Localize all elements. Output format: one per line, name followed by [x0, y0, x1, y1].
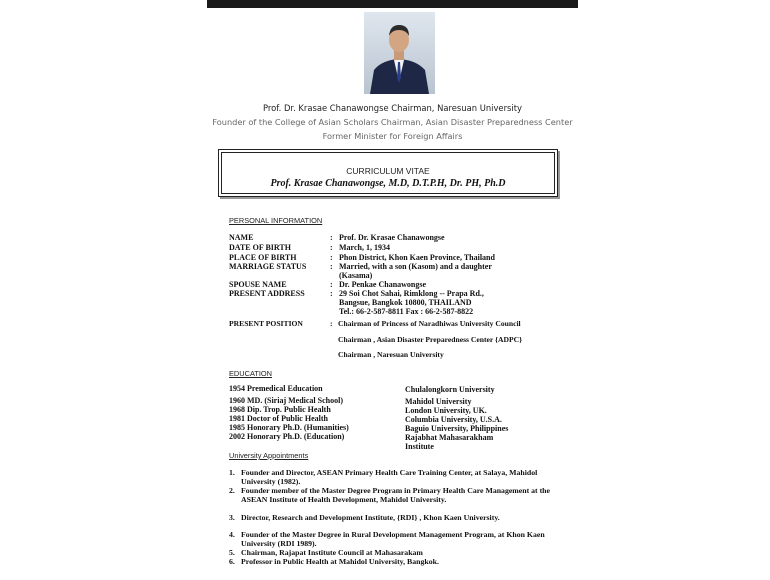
- position-label: PRESENT POSITION: [229, 319, 303, 328]
- appointment-text: Founder and Director, ASEAN Primary Health Care Training Center, at Salaya, Mahidol University (1982).: [241, 468, 538, 486]
- name-value: Prof. Dr. Krasae Chanawongse: [339, 233, 445, 242]
- appointment-item: [229, 469, 569, 486]
- education-school-cont: Institute: [405, 442, 434, 451]
- dob-label: DATE OF BIRTH: [229, 243, 291, 252]
- pob-label: PLACE OF BIRTH: [229, 253, 297, 262]
- pob-value: Phon District, Khon Kaen Province, Thailand: [339, 253, 495, 262]
- appointment-item: [229, 487, 569, 504]
- education-school: Columbia University, U.S.A.: [405, 415, 502, 424]
- position-2: Chairman , Asian Disaster Preparedness Center {ADPC}: [338, 335, 523, 344]
- cv-title-box: [218, 149, 558, 197]
- header-subtitle: Founder of the College of Asian Scholars Chairman, Asian Disaster Preparedness Center: [212, 117, 573, 127]
- appointment-item: [229, 514, 569, 523]
- education-degree: 1981 Doctor of Public Health: [229, 414, 328, 423]
- appointment-number: 1.: [229, 468, 235, 477]
- colon: :: [330, 289, 333, 298]
- colon: :: [330, 253, 333, 262]
- spouse-label: SPOUSE NAME: [229, 280, 287, 289]
- education-degree: 1968 Dip. Trop. Public Health: [229, 405, 331, 414]
- appointment-number: 6.: [229, 557, 235, 566]
- marriage-value: Married, with a son (Kasom) and a daughter: [339, 262, 492, 271]
- cv-title: CURRICULUM VITAE: [346, 166, 430, 176]
- appointment-number: 4.: [229, 530, 235, 539]
- education-degree: 1954 Premedical Education: [229, 384, 323, 393]
- colon: :: [330, 243, 333, 252]
- position-3: Chairman , Naresuan University: [338, 350, 444, 359]
- education-heading: EDUCATION: [229, 369, 272, 378]
- education-degree: 1960 MD. (Siriaj Medical School): [229, 396, 343, 405]
- education-degree: 1985 Honorary Ph.D. (Humanities): [229, 423, 349, 432]
- appointment-item: [229, 531, 569, 548]
- colon: :: [330, 280, 333, 289]
- position-1: Chairman of Princess of Naradhiwas University Council: [338, 319, 521, 328]
- header-title: Prof. Dr. Krasae Chanawongse Chairman, Naresuan University: [263, 103, 522, 113]
- education-school: Chulalongkorn University: [405, 385, 495, 394]
- address-line-1: 29 Soi Chot Sahai, Rimklong -- Prapa Rd.,: [339, 289, 484, 298]
- top-bar: [207, 0, 578, 8]
- appointments-heading: University Appointments: [229, 451, 309, 460]
- appointment-item: [229, 558, 569, 567]
- appointment-text: Director, Research and Development Institute, {RDI} , Khon Kaen University.: [241, 513, 500, 522]
- colon: :: [330, 262, 333, 271]
- appointment-text: Chairman, Rajapat Institute Council at Mahasarakam: [241, 548, 423, 557]
- appointment-number: 5.: [229, 548, 235, 557]
- colon: :: [330, 319, 333, 328]
- appointment-text: Founder of the Master Degree in Rural Development Management Program, at Khon Kaen University (RDI 1989).: [241, 530, 545, 548]
- marriage-label: MARRIAGE STATUS: [229, 262, 307, 271]
- address-line-3: Tel.: 66-2-587-8811 Fax : 66-2-587-8822: [339, 307, 474, 316]
- dob-value: March, 1, 1934: [339, 243, 390, 252]
- address-line-2: Bangsue, Bangkok 10800, THAILAND: [339, 298, 472, 307]
- cv-name: Prof. Krasae Chanawongse, M.D, D.T.P.H, Dr. PH, Ph.D: [270, 178, 506, 189]
- header-former-role: Former Minister for Foreign Affairs: [322, 131, 463, 141]
- appointment-number: 3.: [229, 513, 235, 522]
- portrait-photo: [364, 12, 435, 94]
- colon: :: [330, 233, 333, 242]
- personal-info-heading: PERSONAL INFORMATION: [229, 216, 323, 225]
- education-degree: 2002 Honorary Ph.D. (Education): [229, 432, 345, 441]
- appointment-number: 2.: [229, 486, 235, 495]
- education-school: Baguio University, Philippines: [405, 424, 509, 433]
- education-school: Rajabhat Mahasarakham: [405, 433, 494, 442]
- name-label: NAME: [229, 233, 254, 242]
- education-school: Mahidol University: [405, 397, 472, 406]
- appointment-text: Professor in Public Health at Mahidol University, Bangkok.: [241, 557, 439, 566]
- appointment-text: Founder member of the Master Degree Program in Primary Health Care Management at the ASEAN Institute of Health Development, Mahidol University.: [241, 486, 550, 504]
- address-label: PRESENT ADDRESS: [229, 289, 305, 298]
- education-school: London University, UK.: [405, 406, 487, 415]
- spouse-value: Dr. Penkae Chanawongse: [339, 280, 427, 289]
- marriage-value-cont: (Kasama): [339, 271, 373, 280]
